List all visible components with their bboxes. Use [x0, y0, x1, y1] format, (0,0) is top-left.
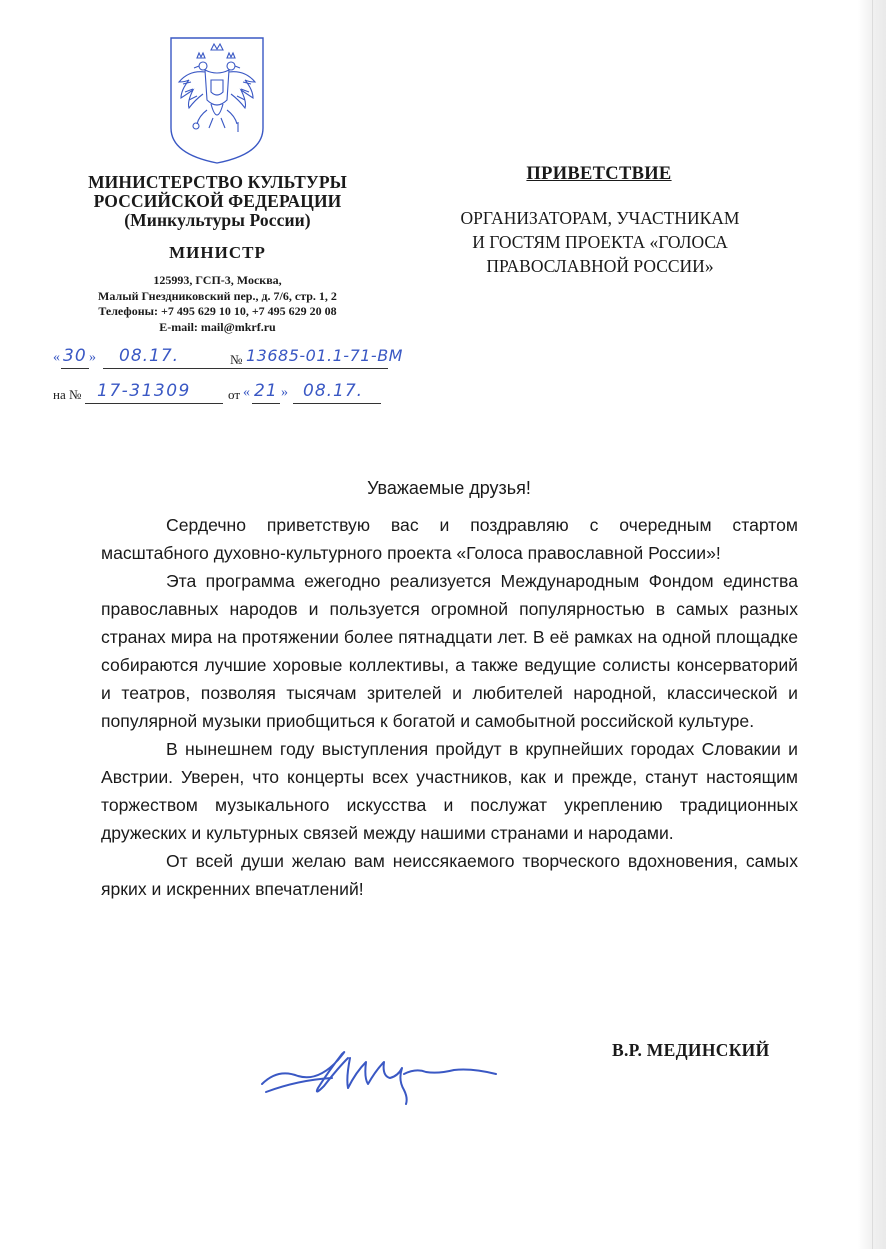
paragraph: В нынешнем году выступления пройдут в крупнейших городах Словакии и Австрии. Уверен, что концерты всех участников, как и прежде, станут настоящим торжеством музыкального искусства и послужат укреплению традиционных дружеских и культурных связей между нашими странами и народами.: [101, 739, 798, 843]
salutation: Уважаемые друзья!: [367, 478, 531, 498]
addressee-line-2: И ГОСТЯМ ПРОЕКТА «ГОЛОСА: [472, 232, 728, 252]
paragraph: От всей души желаю вам неиссякаемого творческого вдохновения, самых ярких и искренних впечатлений!: [101, 851, 798, 899]
ref-date-underline: [293, 403, 381, 404]
registration-month-year: 08.17.: [119, 346, 180, 366]
ministry-short-name: (Минкультуры России): [124, 210, 311, 230]
date-underline: [103, 368, 263, 369]
ministry-line-1: МИНИСТЕРСТВО КУЛЬТУРЫ: [88, 172, 347, 192]
signatory-name: В.Р. МЕДИНСКИЙ: [612, 1040, 770, 1060]
letter-body: [101, 511, 798, 903]
email-address: E-mail: mail@mkrf.ru: [159, 319, 276, 334]
address-line-2: Малый Гнездниковский пер., д. 7/6, стр. 1, 2: [98, 288, 337, 303]
ministry-name: [60, 173, 375, 230]
number-underline: [246, 368, 388, 369]
reference-line: [53, 378, 388, 404]
double-headed-eagle-emblem-icon: [167, 36, 267, 166]
ref-open-quote: «: [243, 385, 250, 400]
from-label: от: [228, 387, 241, 402]
number-label: №: [230, 352, 243, 367]
addressee-line-1: ОРГАНИЗАТОРАМ, УЧАСТНИКАМ: [460, 208, 740, 228]
registration-line: [53, 346, 403, 371]
registration-day: 30: [63, 346, 87, 366]
phone-numbers: Телефоны: +7 495 629 10 10, +7 495 629 20 08: [98, 304, 337, 318]
paragraph: Сердечно приветствую вас и поздравляю с очередным стартом масштабного духовно-культурного проекта «Голоса православной России»!: [101, 515, 798, 563]
day-underline: [61, 368, 89, 369]
page-edge-line: [872, 0, 873, 1249]
reference-underline: [85, 403, 223, 404]
ref-close-quote: »: [281, 385, 288, 400]
reference-number: 17-31309: [97, 381, 191, 401]
handwritten-signature: [258, 1038, 508, 1110]
reference-label: на №: [53, 387, 82, 402]
document-title: ПРИВЕТСТВИЕ: [526, 164, 672, 184]
ministry-address: [60, 273, 375, 335]
addressee-block: [440, 206, 760, 278]
ref-day-underline: [252, 403, 280, 404]
registration-number: 13685-01.1-71-ВМ: [246, 346, 403, 365]
addressee-line-3: ПРАВОСЛАВНОЙ РОССИИ»: [486, 256, 714, 276]
close-quote: »: [89, 350, 96, 365]
address-line-1: 125993, ГСП-3, Москва,: [153, 273, 282, 287]
paragraph: Эта программа ежегодно реализуется Международным Фондом единства православных народов и пользуется огромной популярностью в самых разных странах мира на протяжении более пятнадцати лет. В её рамках на одной площадке собираются лучшие хоровые коллективы, а также ведущие солисты консерваторий и театров, позволяя тысячам зрителей и любителей народной, классической и популярной музыки приобщиться к богатой и самобытной российской культуре.: [101, 571, 798, 731]
minister-title: МИНИСТР: [169, 243, 266, 262]
ministry-line-2: РОССИЙСКОЙ ФЕДЕРАЦИИ: [93, 191, 342, 211]
reference-month-year: 08.17.: [303, 381, 364, 401]
open-quote: «: [53, 350, 60, 365]
reference-day: 21: [254, 381, 278, 401]
